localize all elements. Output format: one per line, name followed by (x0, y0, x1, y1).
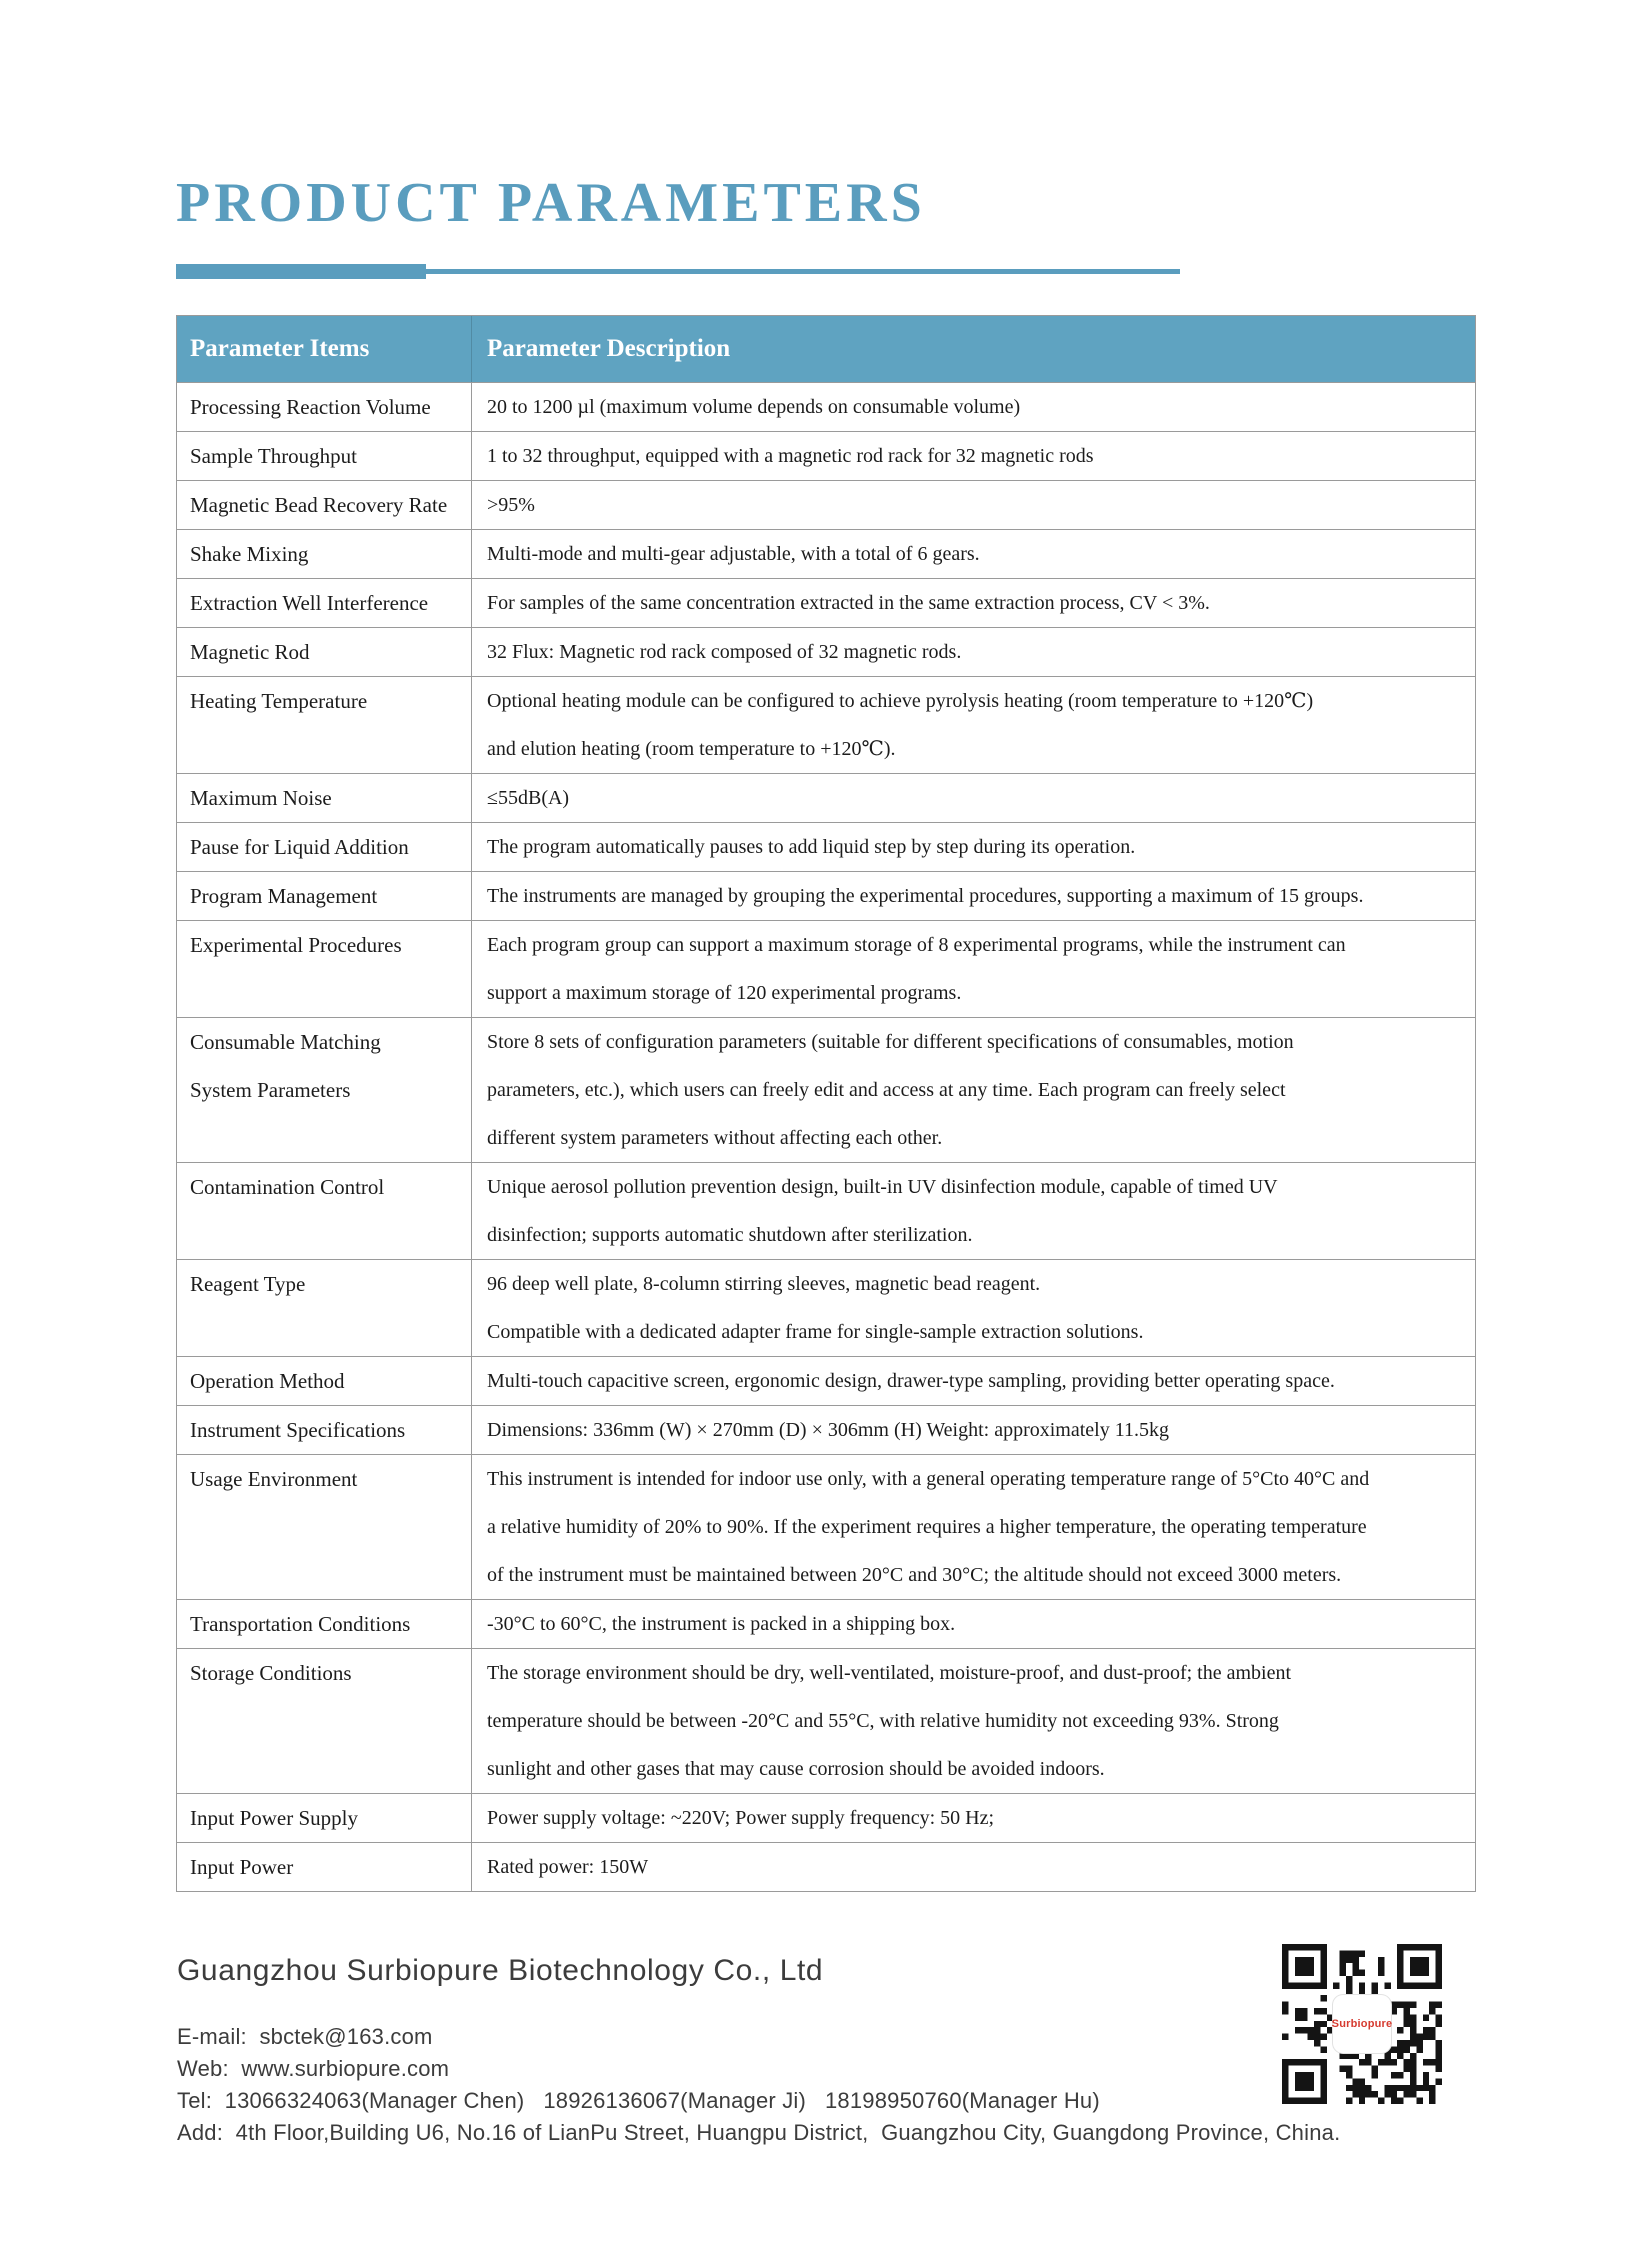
table-row (177, 822, 1475, 871)
parameter-item-cell (177, 1406, 472, 1454)
parameter-item-cell (177, 1455, 472, 1599)
parameter-description-cell (472, 1455, 1475, 1599)
cell-text-line: Store 8 sets of configuration parameters (suitable for different specifications of consumables, motion (487, 1031, 1294, 1053)
cell-text-line: 32 Flux: Magnetic rod rack composed of 32 magnetic rods. (487, 641, 962, 663)
cell-text-line: support a maximum storage of 120 experimental programs. (487, 982, 962, 1004)
parameter-description-cell (472, 774, 1475, 822)
parameter-item-cell (177, 1600, 472, 1648)
parameter-description-cell (472, 579, 1475, 627)
cell-text-line: Power supply voltage: ~220V; Power supply frequency: 50 Hz; (487, 1807, 995, 1829)
cell-text-line: Usage Environment (190, 1467, 358, 1491)
title-underline-thick-segment (176, 264, 426, 279)
parameter-description-cell (472, 1357, 1475, 1405)
company-name: Guangzhou Surbiopure Biotechnology Co., Ltd (177, 1954, 824, 1987)
cell-text-line: 1 to 32 throughput, equipped with a magnetic rod rack for 32 magnetic rods (487, 445, 1094, 467)
cell-text-line: Storage Conditions (190, 1661, 352, 1685)
cell-text-line: Dimensions: 336mm (W) × 270mm (D) × 306mm (H) Weight: approximately 11.5kg (487, 1419, 1169, 1441)
table-header-row (177, 316, 1475, 382)
qr-logo-text: Surbiopure (1331, 2018, 1393, 2030)
parameter-description-cell (472, 872, 1475, 920)
cell-text-line: Rated power: 150W (487, 1856, 649, 1878)
contact-address-line: Add: 4th Floor,Building U6, No.16 of LianPu Street, Huangpu District, Guangzhou City, Guangdong Province, China. (177, 2120, 1341, 2145)
cell-text-line: Operation Method (190, 1369, 345, 1393)
table-row (177, 773, 1475, 822)
table-row (177, 1162, 1475, 1259)
cell-text-line: Processing Reaction Volume (190, 395, 431, 419)
cell-text-line: Maximum Noise (190, 786, 332, 810)
parameter-item-cell (177, 1260, 472, 1356)
cell-text-line: System Parameters (190, 1078, 351, 1102)
cell-text-line: Optional heating module can be configured to achieve pyrolysis heating (room temperature to +120℃) (487, 690, 1314, 712)
parameter-description-cell (472, 677, 1475, 773)
parameter-description-cell (472, 921, 1475, 1017)
parameter-item-cell (177, 1357, 472, 1405)
parameter-description-cell (472, 1260, 1475, 1356)
table-row (177, 382, 1475, 431)
table-row (177, 676, 1475, 773)
table-row (177, 1259, 1475, 1356)
table-row (177, 1793, 1475, 1842)
cell-text-line: Transportation Conditions (190, 1612, 411, 1636)
parameter-item-cell (177, 1843, 472, 1891)
cell-text-line: Each program group can support a maximum storage of 8 experimental programs, while the instrument can (487, 934, 1346, 956)
cell-text-line: Compatible with a dedicated adapter frame for single-sample extraction solutions. (487, 1321, 1144, 1343)
header-cell-parameter-description: Parameter Description (487, 335, 731, 362)
cell-text-line: The storage environment should be dry, well-ventilated, moisture-proof, and dust-proof; the ambient (487, 1662, 1292, 1684)
table-row (177, 480, 1475, 529)
table-body (177, 382, 1475, 1891)
cell-text-line: Magnetic Rod (190, 640, 310, 664)
cell-text-line: Magnetic Bead Recovery Rate (190, 493, 448, 517)
parameter-item-cell (177, 1163, 472, 1259)
parameter-description-cell (472, 1600, 1475, 1648)
table-row (177, 871, 1475, 920)
title-underline-thin-segment (426, 269, 1180, 274)
cell-text-line: Input Power Supply (190, 1806, 358, 1830)
header-cell-parameter-items: Parameter Items (177, 316, 472, 382)
parameter-description-cell (472, 823, 1475, 871)
cell-text-line: >95% (487, 494, 535, 516)
parameter-description-cell (472, 1649, 1475, 1793)
parameter-item-cell (177, 579, 472, 627)
parameter-description-cell (472, 1843, 1475, 1891)
parameter-item-cell (177, 872, 472, 920)
parameter-description-cell (472, 1018, 1475, 1162)
parameter-item-cell (177, 1794, 472, 1842)
table-row (177, 1356, 1475, 1405)
table-row (177, 1454, 1475, 1599)
cell-text-line: Shake Mixing (190, 542, 309, 566)
parameter-description-cell (472, 481, 1475, 529)
cell-text-line: Program Management (190, 884, 378, 908)
cell-text-line: a relative humidity of 20% to 90%. If the experiment requires a higher temperature, the operating temperature (487, 1516, 1367, 1538)
cell-text-line: Experimental Procedures (190, 933, 402, 957)
cell-text-line: This instrument is intended for indoor use only, with a general operating temperature range of 5°Cto 40°C and (487, 1468, 1370, 1490)
cell-text-line: Multi-mode and multi-gear adjustable, with a total of 6 gears. (487, 543, 980, 565)
parameter-item-cell (177, 481, 472, 529)
contact-tel-line: Tel: 13066324063(Manager Chen) 18926136067(Manager Ji) 18198950760(Manager Hu) (177, 2088, 1100, 2113)
cell-text-line: Unique aerosol pollution prevention design, built-in UV disinfection module, capable of timed UV (487, 1176, 1278, 1198)
parameter-item-cell (177, 530, 472, 578)
table-row (177, 1599, 1475, 1648)
parameter-item-cell (177, 921, 472, 1017)
qr-code (1282, 1944, 1442, 2104)
parameter-item-cell (177, 432, 472, 480)
parameter-description-cell (472, 530, 1475, 578)
cell-text-line: of the instrument must be maintained between 20°C and 30°C; the altitude should not exceed 3000 meters. (487, 1564, 1342, 1586)
table-row (177, 1842, 1475, 1891)
cell-text-line: Consumable Matching (190, 1030, 381, 1054)
table-row (177, 920, 1475, 1017)
cell-text-line: disinfection; supports automatic shutdown after sterilization. (487, 1224, 973, 1246)
cell-text-line: Sample Throughput (190, 444, 358, 468)
parameter-item-cell (177, 383, 472, 431)
table-row (177, 1017, 1475, 1162)
parameter-item-cell (177, 1018, 472, 1162)
cell-text-line: sunlight and other gases that may cause corrosion should be avoided indoors. (487, 1758, 1105, 1780)
parameter-description-cell (472, 432, 1475, 480)
contact-email-line: E-mail: sbctek@163.com (177, 2024, 433, 2049)
cell-text-line: Multi-touch capacitive screen, ergonomic design, drawer-type sampling, providing better operating space. (487, 1370, 1335, 1392)
table-row (177, 627, 1475, 676)
cell-text-line: 96 deep well plate, 8-column stirring sleeves, magnetic bead reagent. (487, 1273, 1041, 1295)
cell-text-line: and elution heating (room temperature to +120℃). (487, 738, 896, 760)
parameter-description-cell (472, 1163, 1475, 1259)
table-row (177, 1405, 1475, 1454)
table-row (177, 431, 1475, 480)
parameter-description-cell (472, 383, 1475, 431)
parameters-table (176, 315, 1476, 1892)
cell-text-line: Pause for Liquid Addition (190, 835, 409, 859)
parameter-item-cell (177, 823, 472, 871)
cell-text-line: ≤55dB(A) (487, 787, 570, 809)
cell-text-line: parameters, etc.), which users can freely edit and access at any time. Each program can freely select (487, 1079, 1286, 1101)
title-underline (176, 263, 1180, 279)
cell-text-line: temperature should be between -20°C and 55°C, with relative humidity not exceeding 93%. Strong (487, 1710, 1279, 1732)
table-row (177, 1648, 1475, 1793)
table-row (177, 529, 1475, 578)
cell-text-line: 20 to 1200 µl (maximum volume depends on consumable volume) (487, 396, 1021, 418)
page-title: PRODUCT PARAMETERS (176, 172, 926, 234)
cell-text-line: The program automatically pauses to add liquid step by step during its operation. (487, 836, 1136, 858)
cell-text-line: -30°C to 60°C, the instrument is packed in a shipping box. (487, 1613, 956, 1635)
parameter-item-cell (177, 628, 472, 676)
parameter-description-cell (472, 1406, 1475, 1454)
contact-web-line: Web: www.surbiopure.com (177, 2056, 450, 2081)
parameter-description-cell (472, 1794, 1475, 1842)
parameter-item-cell (177, 774, 472, 822)
qr-logo (1333, 1995, 1391, 2053)
cell-text-line: Input Power (190, 1855, 294, 1879)
cell-text-line: The instruments are managed by grouping the experimental procedures, supporting a maximum of 15 groups. (487, 885, 1364, 907)
parameter-item-cell (177, 677, 472, 773)
cell-text-line: Instrument Specifications (190, 1418, 406, 1442)
cell-text-line: Extraction Well Interference (190, 591, 429, 615)
cell-text-line: Contamination Control (190, 1175, 385, 1199)
cell-text-line: different system parameters without affecting each other. (487, 1127, 943, 1149)
cell-text-line: For samples of the same concentration extracted in the same extraction process, CV < 3%. (487, 592, 1210, 614)
cell-text-line: Heating Temperature (190, 689, 368, 713)
parameter-description-cell (472, 628, 1475, 676)
table-row (177, 578, 1475, 627)
contact-block (177, 2021, 1340, 2149)
cell-text-line: Reagent Type (190, 1272, 306, 1296)
parameter-item-cell (177, 1649, 472, 1793)
